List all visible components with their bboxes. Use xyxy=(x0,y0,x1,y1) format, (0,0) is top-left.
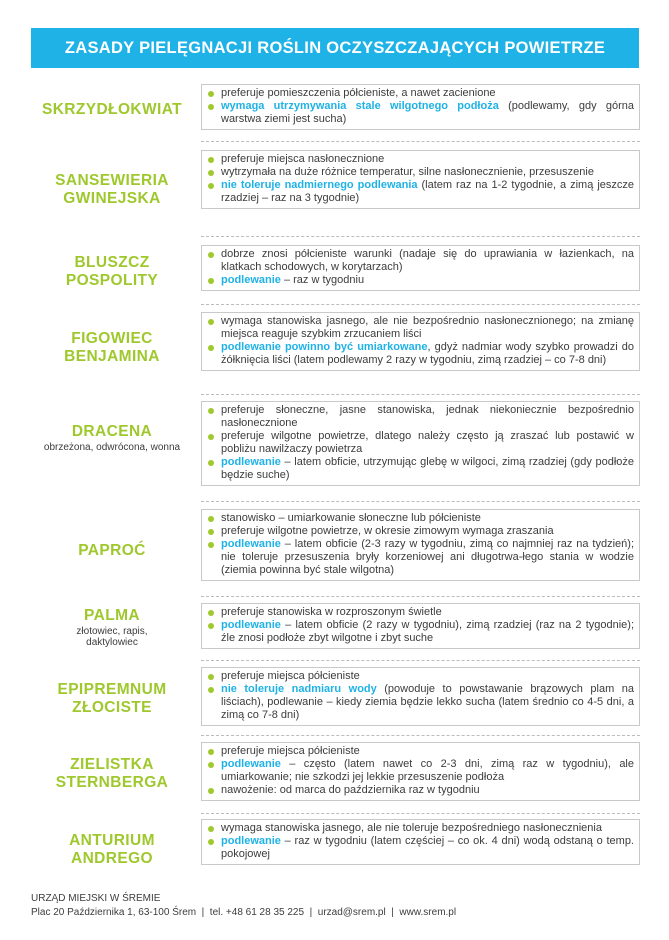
care-item: podlewanie powinno być umiarkowane, gdyż nadmiar wody szybko prowadzi do żółknięcia liści (latem podlewamy 2 razy w tygodniu, zimą rzadziej – co 7-8 dni) xyxy=(207,341,634,367)
bullet-icon xyxy=(208,529,214,535)
plant-name: BLUSZCZ POSPOLITY xyxy=(65,254,159,289)
care-item: wymaga stanowiska jasnego, ale nie bezpośrednio nasłonecznionego; na zmianę miejsca reaguje szybkim zrzucaniem liści xyxy=(207,315,634,341)
footer-office: URZĄD MIEJSKI W ŚREMIE xyxy=(31,893,161,904)
bullet-icon xyxy=(208,157,214,163)
care-box xyxy=(201,150,640,209)
care-item: wymaga stanowiska jasnego, ale nie toleruje bezpośredniego nasłonecznienia xyxy=(207,822,634,835)
care-item: preferuje wilgotne powietrze, dlatego należy często ją zraszać lub postawić w pobliżu nawilżaczy powietrza xyxy=(207,430,634,456)
plant-name: EPIPREMNUM ZŁOCISTE xyxy=(57,681,167,716)
bullet-icon xyxy=(208,278,214,284)
care-item: nawożenie: od marca do października raz w tygodniu xyxy=(207,784,634,797)
care-item: preferuje miejsca półcieniste xyxy=(207,745,634,758)
care-box xyxy=(201,603,640,649)
bullet-icon xyxy=(208,516,214,522)
row-divider xyxy=(201,141,640,142)
care-box xyxy=(201,509,640,581)
bullet-icon xyxy=(208,762,214,768)
care-item: dobrze znosi półcieniste warunki (nadaje się do uprawiania w łazienkach, na klatkach schodowych, w korytarzach) xyxy=(207,248,634,274)
care-item: podlewanie – raz w tygodniu (latem częściej – co ok. 4 dni) wodą odstaną o temp. pokojowej xyxy=(207,835,634,861)
page-title: ZASADY PIELĘGNACJI ROŚLIN OCZYSZCZAJĄCYCH POWIETRZE xyxy=(31,28,639,68)
plant-name: DRACENA obrzeżona, odwrócona, wonna xyxy=(22,423,202,453)
care-box xyxy=(201,819,640,865)
bullet-icon xyxy=(208,434,214,440)
bullet-icon xyxy=(208,252,214,258)
care-item: wymaga utrzymywania stale wilgotnego podłoża (podlewamy, gdy górna warstwa ziemi jest sucha) xyxy=(207,100,634,126)
care-box xyxy=(201,401,640,486)
plant-name: ANTURIUM ANDREGO xyxy=(69,832,155,867)
bullet-icon xyxy=(208,408,214,414)
row-divider xyxy=(201,813,640,814)
care-item: nie toleruje nadmiernego podlewania (latem raz na 1-2 tygodnie, a zimą jeszcze rzadziej – raz na 3 tygodnie) xyxy=(207,179,634,205)
care-item: preferuje wilgotne powietrze, w okresie zimowym wymaga zraszania xyxy=(207,525,634,538)
care-item: podlewanie – latem obficie, utrzymując glebę w wilgoci, zimą rzadziej (gdy podłoże będzie suche) xyxy=(207,456,634,482)
plant-name: PALMA złotowiec, rapis, daktylowiec xyxy=(22,607,202,648)
care-box xyxy=(201,245,640,291)
care-box xyxy=(201,312,640,371)
bullet-icon xyxy=(208,183,214,189)
care-box xyxy=(201,667,640,726)
bullet-icon xyxy=(208,826,214,832)
care-item: preferuje miejsca nasłonecznione xyxy=(207,153,634,166)
care-item: podlewanie – raz w tygodniu xyxy=(207,274,634,287)
row-divider xyxy=(201,735,640,736)
plant-subtitle: obrzeżona, odwrócona, wonna xyxy=(43,442,181,453)
plant-name: FIGOWIEC BENJAMINA xyxy=(64,330,160,365)
care-item: nie toleruje nadmiaru wody (powoduje to powstawanie brązowych plam na liściach), podlewanie – kiedy ziemia będzie lekko sucha (latem średnio co 4-5 dni, a zimą co 7-8 dni) xyxy=(207,683,634,722)
bullet-icon xyxy=(208,542,214,548)
bullet-icon xyxy=(208,623,214,629)
row-divider xyxy=(201,304,640,305)
bullet-icon xyxy=(208,839,214,845)
row-divider xyxy=(201,596,640,597)
bullet-icon xyxy=(208,319,214,325)
row-divider xyxy=(201,660,640,661)
bullet-icon xyxy=(208,788,214,794)
row-divider xyxy=(201,394,640,395)
bullet-icon xyxy=(208,460,214,466)
care-item: preferuje stanowiska w rozproszonym świetle xyxy=(207,606,634,619)
bullet-icon xyxy=(208,749,214,755)
bullet-icon xyxy=(208,104,214,110)
row-divider xyxy=(201,501,640,502)
footer xyxy=(31,892,456,920)
plant-name: SKRZYDŁOKWIAT xyxy=(41,101,183,118)
care-item: preferuje pomieszczenia półcieniste, a nawet zacienione xyxy=(207,87,634,100)
care-item: wytrzymała na duże różnice temperatur, silne nasłonecznienie, przesuszenie xyxy=(207,166,634,179)
plant-name: ZIELISTKA STERNBERGA xyxy=(55,756,169,791)
care-item: podlewanie – latem obficie (2-3 razy w tygodniu, zimą co najmniej raz na tydzień); nie toleruje przesuszenia bryły korzeniowej ani długotrwa-łego stania w wodzie (ziemia powinna być stale wilgotna) xyxy=(207,538,634,577)
care-item: podlewanie – często (latem nawet co 2-3 dni, zimą raz w tygodniu), ale umiarkowanie; nie szkodzi jej lekkie przesuszenie podłoża xyxy=(207,758,634,784)
bullet-icon xyxy=(208,345,214,351)
bullet-icon xyxy=(208,91,214,97)
plant-name: PAPROĆ xyxy=(78,542,146,559)
bullet-icon xyxy=(208,170,214,176)
bullet-icon xyxy=(208,687,214,693)
footer-contact: Plac 20 Października 1, 63-100 Śrem | tel. +48 61 28 35 225 | urzad@srem.pl | www.srem.pl xyxy=(31,907,457,918)
care-item: preferuje miejsca półcieniste xyxy=(207,670,634,683)
care-item: podlewanie – latem obficie (2 razy w tygodniu), zimą rzadziej (raz na 2 tygodnie); źle znosi podłoże zbyt wilgotne i zbyt suche xyxy=(207,619,634,645)
row-divider xyxy=(201,236,640,237)
bullet-icon xyxy=(208,610,214,616)
care-box xyxy=(201,742,640,801)
bullet-icon xyxy=(208,674,214,680)
plant-name: SANSEWIERIA GWINEJSKA xyxy=(55,172,169,207)
plant-subtitle: złotowiec, rapis, daktylowiec xyxy=(76,626,148,648)
care-item: stanowisko – umiarkowanie słoneczne lub półcieniste xyxy=(207,512,634,525)
care-item: preferuje słoneczne, jasne stanowiska, jednak niekoniecznie bezpośrednio nasłonecznione xyxy=(207,404,634,430)
care-box xyxy=(201,84,640,130)
